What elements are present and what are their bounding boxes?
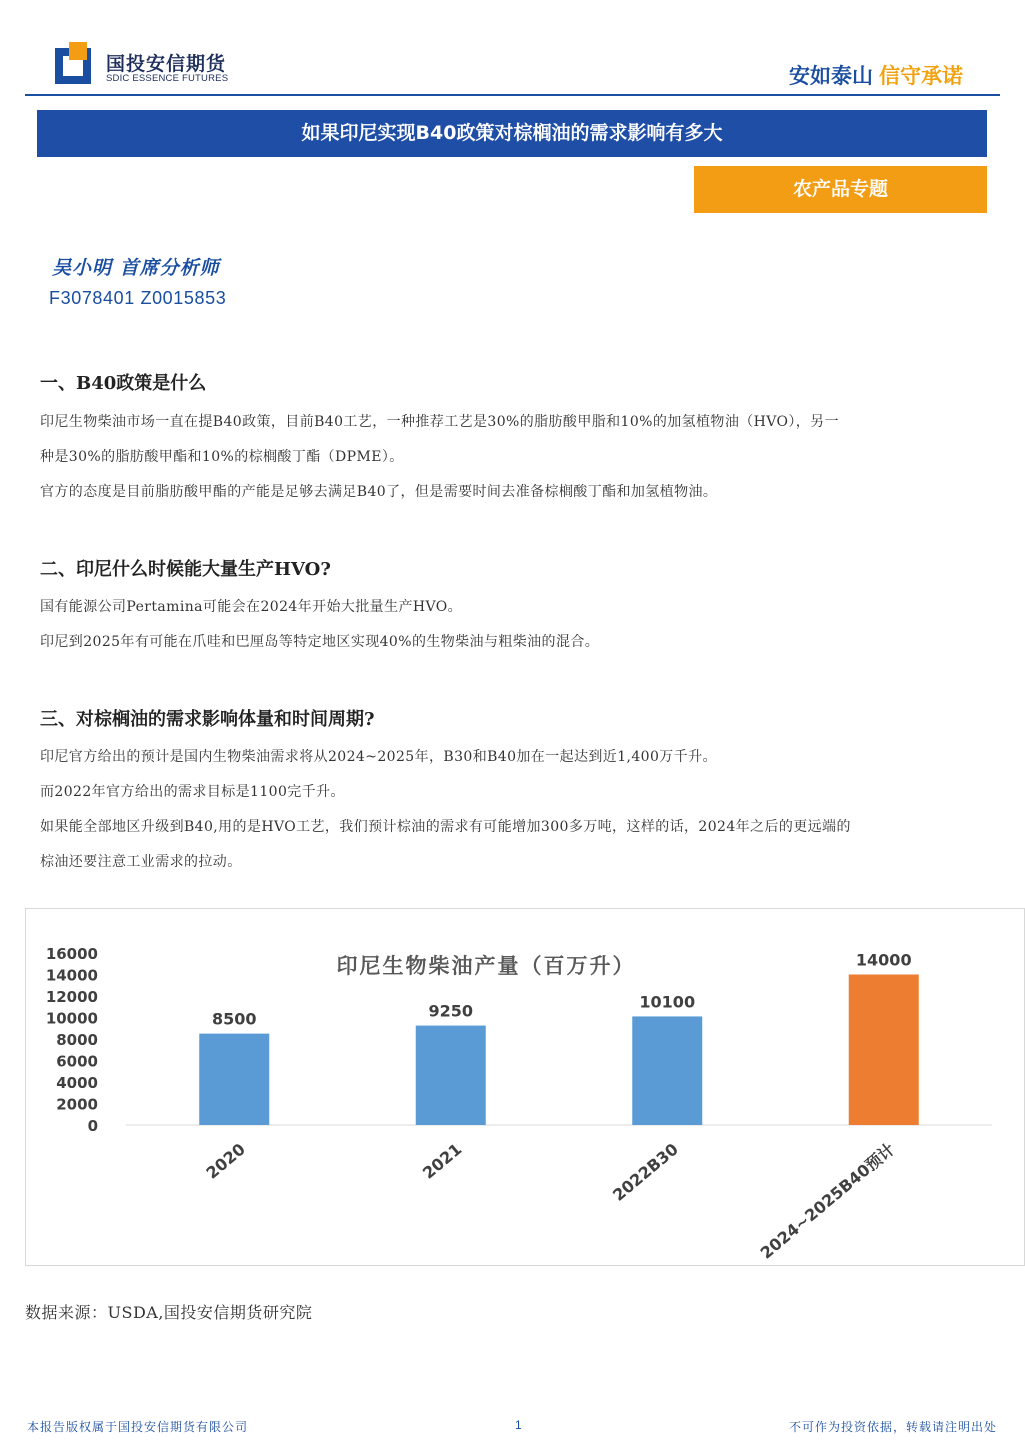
author-name: 吴小明 首席分析师 xyxy=(52,257,220,279)
y-tick-label: 12000 xyxy=(45,988,98,1006)
footer-copyright: 本报告版权属于国投安信期货有限公司 xyxy=(27,1420,249,1434)
y-tick-label: 6000 xyxy=(56,1052,98,1071)
slogan-part2: 信守承诺 xyxy=(879,64,963,88)
section-heading: 二、印尼什么时候能大量生产HVO? xyxy=(40,559,331,580)
section-heading: 一、B40政策是什么 xyxy=(40,373,207,394)
y-tick-label: 4000 xyxy=(56,1074,98,1092)
chart-bar xyxy=(199,1034,269,1125)
paragraph-line: 印尼到2025年有可能在爪哇和巴厘岛等特定地区实现40%的生物柴油与粗柴油的混合。 xyxy=(40,634,600,650)
chart-canvas xyxy=(26,909,1024,1265)
paragraph-line: 如果能全部地区升级到B40,用的是HVO工艺，我们预计棕油的需求有可能增加300多万吨，这样的话，2024年之后的更远端的 xyxy=(40,819,851,835)
section-heading: 三、对棕榈油的需求影响体量和时间周期? xyxy=(40,709,375,730)
paragraph-line: 棕油还要注意工业需求的拉动。 xyxy=(40,854,242,870)
paragraph-line: 种是30%的脂肪酸甲酯和10%的棕榈酸丁酯（DPME）。 xyxy=(40,449,404,465)
chart-bar xyxy=(632,1016,702,1125)
chart-title: 印尼生物柴油产量（百万升） xyxy=(336,954,636,978)
data-label: 10100 xyxy=(639,992,696,1012)
data-label: 8500 xyxy=(211,1009,257,1029)
category-label: 2021 xyxy=(418,1139,466,1183)
category-label: 2022B30 xyxy=(609,1139,682,1205)
data-label: 9250 xyxy=(428,1001,474,1021)
chart-bar xyxy=(416,1026,486,1125)
y-tick-label: 10000 xyxy=(45,1009,98,1028)
y-tick-label: 14000 xyxy=(45,966,98,985)
chart-bar xyxy=(849,975,919,1126)
slogan xyxy=(789,60,963,90)
y-tick-label: 16000 xyxy=(45,945,98,963)
paragraph-line: 印尼生物柴油市场一直在提B40政策，目前B40工艺，一种推荐工艺是30%的脂肪酸甲脂和10%的加氢植物油（HVO），另一 xyxy=(40,414,839,430)
y-tick-label: 8000 xyxy=(56,1031,98,1049)
analyst-codes: F3078401 Z0015853 xyxy=(49,288,227,308)
page-number: 1 xyxy=(515,1418,522,1432)
data-source: 数据来源：USDA,国投安信期货研究院 xyxy=(25,1303,313,1322)
data-label: 14000 xyxy=(855,950,912,970)
paragraph-line: 印尼官方给出的预计是国内生物柴油需求将从2024~2025年，B30和B40加在一起达到近1,400万千升。 xyxy=(40,749,717,765)
company-logo-icon xyxy=(55,42,97,84)
category-label: 2024~2025B40预计 xyxy=(756,1139,899,1263)
company-name-en: SDIC ESSENCE FUTURES xyxy=(106,73,229,84)
footer-disclaimer: 不可作为投资依据，转载请注明出处 xyxy=(788,1420,997,1434)
y-tick-label: 0 xyxy=(87,1117,98,1135)
paragraph-line: 而2022年官方给出的需求目标是1100完千升。 xyxy=(40,784,345,800)
category-tag: 农产品专题 xyxy=(694,166,987,213)
slogan-part1: 安如泰山 xyxy=(789,64,873,88)
y-tick-label: 2000 xyxy=(56,1095,98,1114)
bar-chart xyxy=(25,908,1025,1266)
report-title: 如果印尼实现B40政策对棕榈油的需求影响有多大 xyxy=(37,110,987,157)
header-divider xyxy=(25,94,1000,96)
paragraph-line: 国有能源公司Pertamina可能会在2024年开始大批量生产HVO。 xyxy=(40,599,463,615)
paragraph-line: 官方的态度是目前脂肪酸甲酯的产能是足够去满足B40了，但是需要时间去准备棕榈酸丁酯和加氢植物油。 xyxy=(40,484,718,500)
company-name: 国投安信期货 xyxy=(106,53,227,75)
category-label: 2020 xyxy=(202,1139,249,1183)
